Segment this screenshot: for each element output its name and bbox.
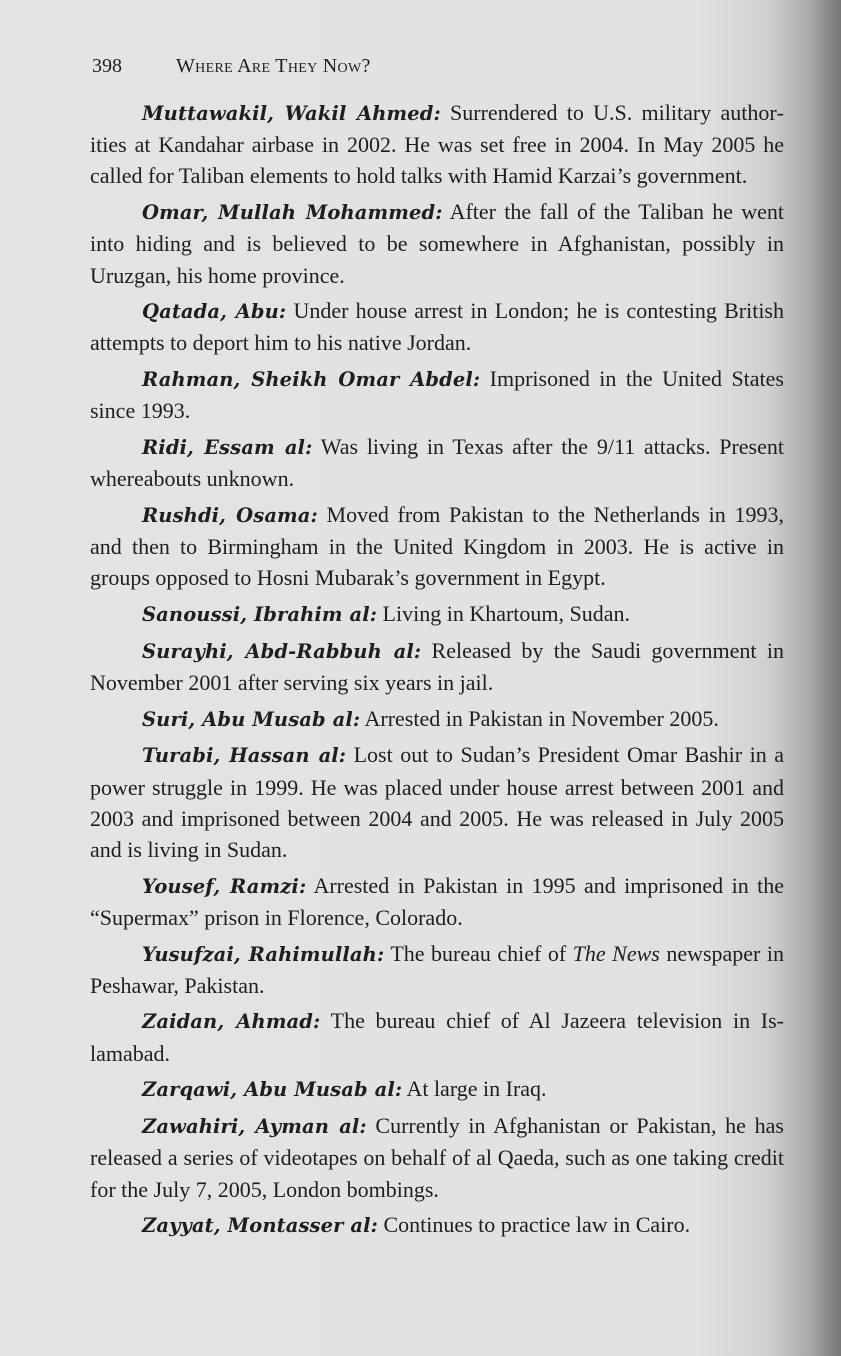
entry-name: Zawahiri, Ayman al: <box>142 1115 367 1139</box>
entry-yousef <box>90 870 784 933</box>
entry-zarqawi <box>90 1073 784 1105</box>
entry-name: Zaidan, Ahmad: <box>142 1010 321 1034</box>
running-head <box>92 52 371 80</box>
entry-name: Suri, Abu Musab al: <box>142 707 361 731</box>
entry-name: Turabi, Hassan al: <box>142 744 347 768</box>
publication-title: The News <box>572 940 660 966</box>
entry-name: Qatada, Abu: <box>142 300 287 324</box>
entry-name: Omar, Mullah Mohammed: <box>142 201 443 225</box>
entry-text: At large in Iraq. <box>402 1076 547 1102</box>
entry-name: Muttawakil, Wakil Ahmed: <box>142 102 441 125</box>
entry-name: Surayhi, Abd-Rabbuh al: <box>142 639 422 663</box>
entry-omar <box>90 196 784 291</box>
entry-rahman <box>90 363 784 426</box>
page-number: 398 <box>92 55 122 77</box>
entry-name: Zayyat, Montasser al: <box>142 1214 378 1238</box>
entry-ridi <box>90 431 784 494</box>
entry-text: Currently in Afghanistan or Pakistan, he has released a series of videotapes on behalf of al Qaeda, such as one taking credit for the July 7, 2005, London bombings. <box>90 1113 784 1202</box>
entry-name: Yousef, Ramzi: <box>142 874 307 898</box>
running-title: Where Are They Now? <box>176 55 371 77</box>
entry-turabi <box>90 739 784 865</box>
entry-text: Lost out to Sudan’s President Omar Bashir in a power struggle in 1999. He was placed under house arrest between 2001 and 2003 and imprisoned between 2004 and 2005. He was released in July 2005 and is living in Sudan. <box>90 742 784 862</box>
entry-list <box>90 97 784 1246</box>
entry-text: Surrendered to U.S. military authorities at Kandahar airbase in 2002. He was set free in 2004. In May 2005 he called for Taliban elements to hold talks with Hamid Karzai’s government. <box>90 100 784 189</box>
entry-muttawakil <box>90 97 784 192</box>
entry-name: Yusufzai, Rahimullah: <box>142 942 385 966</box>
entry-text: Arrested in Pakistan in 1995 and imprisoned in the “Supermax” prison in Florence, Colorado. <box>90 872 784 930</box>
entry-text: Living in Khartoum, Sudan. <box>377 601 631 627</box>
entry-yusufzai <box>90 938 784 1001</box>
entry-text: Under house arrest in London; he is contesting British attempts to deport him to his native Jordan. <box>90 298 784 356</box>
entry-text: Continues to practice law in Cairo. <box>377 1212 691 1238</box>
entry-name: Sanoussi, Ibrahim al: <box>142 603 378 627</box>
entry-text-after: newspaper in Peshawar, Pakistan. <box>90 940 784 998</box>
entry-rushdi <box>90 499 784 594</box>
page-gutter-shadow <box>811 0 841 1356</box>
entry-name: Ridi, Essam al: <box>142 436 313 460</box>
entry-text-before: The bureau chief of <box>384 940 573 966</box>
entry-qatada <box>90 295 784 358</box>
entry-zayyat <box>90 1209 784 1241</box>
entry-surayhi <box>90 635 784 698</box>
entry-text: Was living in Texas after the 9/11 attacks. Present whereabouts unknown. <box>90 434 784 492</box>
entry-name: Rushdi, Osama: <box>142 503 318 527</box>
entry-text: After the fall of the Taliban he went into hiding and is believed to be somewhere in Afghanistan, possibly in Uruzgan, his home province. <box>90 199 785 288</box>
entry-text: Released by the Saudi government in November 2001 after serving six years in jail. <box>90 637 784 695</box>
entry-name: Zarqawi, Abu Musab al: <box>142 1078 403 1102</box>
entry-zawahiri <box>90 1110 784 1205</box>
entry-suri <box>90 703 784 735</box>
entry-text: Moved from Pakistan to the Netherlands in 1993, and then to Birmingham in the United Kingdom in 2003. He is active in groups opposed to Hosni Mubarak’s government in Egypt. <box>90 501 784 591</box>
entry-text: Imprisoned in the United States since 1993. <box>90 366 784 424</box>
entry-name: Rahman, Sheikh Omar Abdel: <box>142 368 481 392</box>
entry-zaidan <box>90 1005 784 1068</box>
entry-text: The bureau chief of Al Jazeera television in Islamabad. <box>90 1008 784 1066</box>
entry-text: Arrested in Pakistan in November 2005. <box>360 705 719 731</box>
entry-sanoussi <box>90 598 784 630</box>
